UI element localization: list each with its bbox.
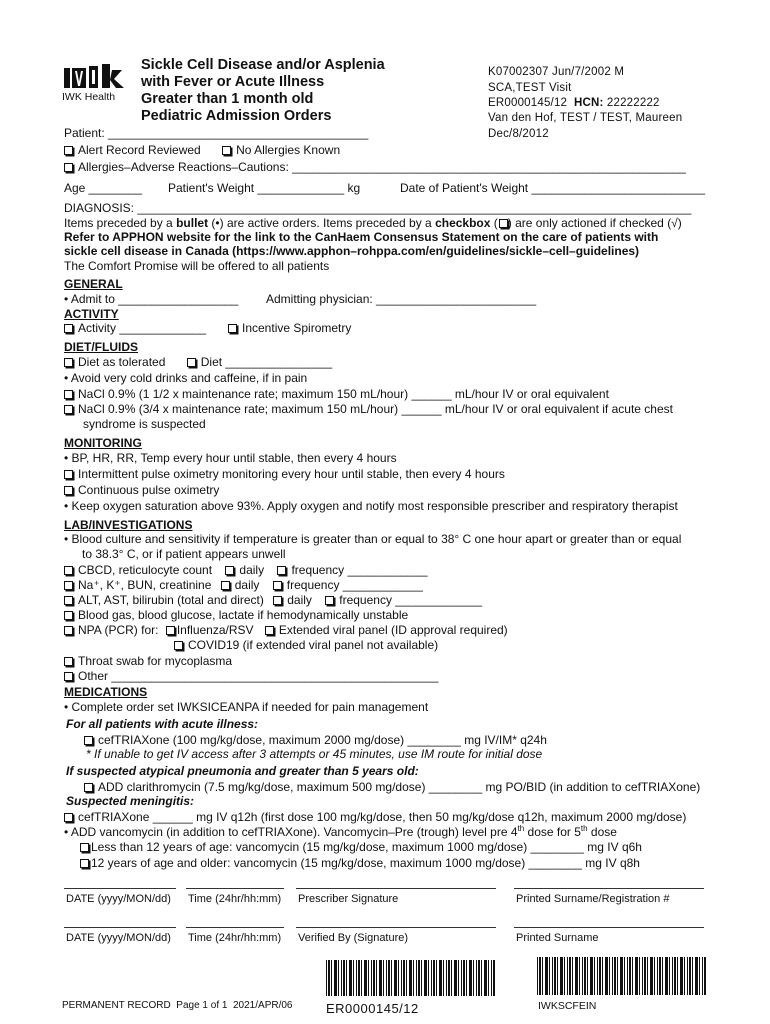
ceftriaxone-label: cefTRIAXone (100 mg/kg/dose, maximum 2000 mg/dose) ________ mg IV/IM* q24h bbox=[98, 733, 547, 747]
blood-culture-cont: to 38.3° C, or if patient appears unwell bbox=[82, 547, 286, 561]
form-barcode bbox=[537, 957, 707, 995]
checkbox[interactable] bbox=[64, 486, 73, 495]
covid-label: COVID19 (if extended viral panel not available) bbox=[188, 638, 439, 652]
title-line: with Fever or Acute Illness bbox=[141, 74, 325, 90]
no-allergies-label: No Allergies Known bbox=[236, 143, 341, 157]
checkbox[interactable] bbox=[84, 783, 93, 792]
verified-by-label: Verified By (Signature) bbox=[298, 932, 409, 944]
encounter-barcode bbox=[326, 960, 496, 996]
checkbox[interactable] bbox=[64, 611, 73, 620]
signature-line[interactable] bbox=[514, 888, 704, 889]
pain-order-set: • Complete order set IWKSICEANPA if needed for pain management bbox=[64, 700, 429, 714]
printed-surname-label: Printed Surname bbox=[516, 932, 599, 944]
title-line: Sickle Cell Disease and/or Asplenia bbox=[141, 57, 385, 73]
checkbox[interactable] bbox=[64, 146, 73, 155]
liver-label: ALT, AST, bilirubin (total and direct) bbox=[78, 593, 264, 607]
vanco-sup: th bbox=[580, 824, 588, 833]
signature-line[interactable] bbox=[64, 927, 176, 928]
patient-field[interactable]: Patient: _______________________________________ bbox=[64, 126, 369, 140]
meningitis-heading: Suspected meningitis: bbox=[66, 794, 195, 808]
vitals-order: • BP, HR, RR, Temp every hour until stable, then every 4 hours bbox=[64, 451, 397, 465]
admit-field[interactable]: • Admit to __________________ bbox=[64, 292, 239, 306]
clarithromycin-row bbox=[84, 780, 700, 794]
checkbox[interactable] bbox=[228, 324, 237, 333]
blood-culture-order: • Blood culture and sensitivity if temperature is greater than or equal to 38° C one hour apart or greater than or equal bbox=[64, 532, 682, 546]
daily-label: daily bbox=[239, 563, 265, 577]
checkbox[interactable] bbox=[80, 859, 89, 868]
checkbox[interactable] bbox=[64, 163, 73, 172]
checkbox[interactable] bbox=[273, 596, 282, 605]
allergies-field[interactable]: Allergies–Adverse Reactions–Cautions: ___________________________________________________________ bbox=[78, 160, 686, 174]
frequency-field[interactable]: frequency ____________ bbox=[291, 563, 428, 577]
daily-label: daily bbox=[287, 593, 312, 607]
checkbox[interactable] bbox=[64, 324, 73, 333]
liver-row bbox=[64, 593, 482, 607]
clarithromycin-label: ADD clarithromycin (7.5 mg/kg/dose, maximum 500 mg/dose) ________ mg PO/BID (in addition to cefTRIAXone) bbox=[98, 780, 701, 794]
alert-record-label: Alert Record Reviewed bbox=[78, 143, 201, 157]
intro-instructions bbox=[64, 216, 682, 230]
extended-panel-label: Extended viral panel (ID approval required) bbox=[278, 623, 508, 637]
guidelines-link[interactable]: sickle cell disease in Canada (https://www.apphon–rohppa.com/en/guidelines/sickle–cell–guidelines) bbox=[64, 244, 640, 258]
intro-text: (•) are active orders. Items preceded by a bbox=[211, 216, 432, 230]
vanco-under-12-label: Less than 12 years of age: vancomycin (15 mg/kg/dose, maximum 1000 mg/dose) ________ mg IV q6h bbox=[91, 840, 642, 854]
time-label: Time (24hr/hh:mm) bbox=[188, 932, 282, 944]
encounter-number: ER0000145/12 bbox=[488, 97, 568, 109]
intro-text: ) are only actioned if checked (√) bbox=[507, 216, 682, 230]
acute-illness-heading: For all patients with acute illness: bbox=[66, 717, 259, 731]
throat-swab-label: Throat swab for mycoplasma bbox=[78, 654, 233, 668]
frequency-field[interactable]: frequency ____________ bbox=[286, 578, 423, 592]
alert-record-row bbox=[64, 143, 340, 157]
vanco-text: dose bbox=[587, 825, 617, 839]
checkbox[interactable] bbox=[80, 843, 89, 852]
intro-bold: bullet bbox=[176, 216, 209, 230]
encounter-line bbox=[488, 97, 660, 109]
signature-line[interactable] bbox=[64, 888, 176, 889]
vanco-12-plus-row bbox=[80, 856, 640, 870]
diet-tolerated-label: Diet as tolerated bbox=[78, 355, 166, 369]
medications-heading: MEDICATIONS bbox=[64, 685, 148, 699]
intro-bold: checkbox bbox=[435, 216, 491, 230]
checkbox[interactable] bbox=[64, 358, 73, 367]
spirometry-row bbox=[228, 321, 351, 335]
date-label: DATE (yyyy/MON/dd) bbox=[66, 893, 171, 905]
time-label: Time (24hr/hh:mm) bbox=[188, 893, 282, 905]
nacl-label: NaCl 0.9% (3/4 x maintenance rate; maximum 150 mL/hour) ______ mL/hour IV or oral equivalent if acute chest bbox=[78, 402, 673, 416]
signature-line[interactable] bbox=[514, 927, 704, 928]
printed-surname-registration-label: Printed Surname/Registration # bbox=[516, 893, 670, 905]
checkbox-sample bbox=[499, 219, 508, 228]
nacl-row-2-cont: syndrome is suspected bbox=[83, 417, 206, 431]
form-title bbox=[141, 57, 385, 125]
cbcd-row bbox=[64, 563, 428, 577]
comfort-promise: The Comfort Promise will be offered to all patients bbox=[64, 259, 330, 273]
vanco-under-12-row bbox=[80, 840, 642, 854]
continuous-label: Continuous pulse oximetry bbox=[78, 483, 220, 497]
checkbox[interactable] bbox=[64, 813, 73, 822]
hcn-label: HCN: bbox=[573, 97, 604, 109]
diet-heading: DIET/FLUIDS bbox=[64, 340, 138, 354]
checkbox[interactable] bbox=[64, 672, 73, 681]
ceftriaxone-meningitis-row bbox=[64, 810, 686, 824]
form-barcode-text: IWKSCFEIN bbox=[538, 1000, 597, 1012]
page-number: Page 1 of 1 bbox=[176, 1000, 228, 1011]
checkbox[interactable] bbox=[277, 566, 286, 575]
vanco-sup: th bbox=[517, 824, 525, 833]
age-field[interactable]: Age ________ bbox=[64, 181, 143, 195]
general-heading: GENERAL bbox=[64, 277, 123, 291]
checkbox[interactable] bbox=[64, 566, 73, 575]
blood-gas-label: Blood gas, blood glucose, lactate if hemodynamically unstable bbox=[78, 608, 409, 622]
frequency-field[interactable]: frequency _____________ bbox=[339, 593, 483, 607]
oxygen-order: • Keep oxygen saturation above 93%. Apply oxygen and notify most responsible prescriber and respiratory therapist bbox=[64, 499, 678, 513]
weight-field[interactable]: Patient's Weight _____________ kg bbox=[168, 181, 361, 195]
throat-swab-row bbox=[64, 654, 232, 668]
visit-line: SCA,TEST Visit bbox=[488, 82, 572, 94]
iv-access-note: * If unable to get IV access after 3 attempts or 45 minutes, use IM route for initial dose bbox=[86, 747, 543, 761]
checkbox[interactable] bbox=[187, 358, 196, 367]
cbcd-label: CBCD, reticulocyte count bbox=[78, 563, 213, 577]
pneumonia-heading: If suspected atypical pneumonia and greater than 5 years old: bbox=[66, 764, 419, 778]
continuous-oximetry-row bbox=[64, 483, 219, 497]
checkbox[interactable] bbox=[64, 390, 73, 399]
electrolytes-label: Na⁺, K⁺, BUN, creatinine bbox=[78, 578, 212, 592]
nacl-label: NaCl 0.9% (1 1/2 x maintenance rate; maximum 150 mL/hour) ______ mL/hour IV or oral equivalent bbox=[78, 387, 609, 401]
checkbox[interactable] bbox=[222, 146, 231, 155]
diet-row bbox=[64, 355, 332, 369]
covid-row bbox=[174, 638, 438, 652]
signature-line[interactable] bbox=[296, 927, 496, 928]
checkbox[interactable] bbox=[225, 566, 234, 575]
form-version: 2021/APR/06 bbox=[233, 1000, 293, 1011]
checkbox[interactable] bbox=[166, 626, 175, 635]
logo-text: IWK Health bbox=[62, 91, 116, 103]
hcn-value: 22222222 bbox=[606, 97, 660, 109]
weight-date-field[interactable]: Date of Patient's Weight __________________________ bbox=[400, 181, 705, 195]
title-line: Greater than 1 month old bbox=[141, 91, 314, 107]
vanco-12-plus-label: 12 years of age and older: vancomycin (15 mg/kg/dose, maximum 1000 mg/dose) ________ mg IV q8h bbox=[91, 856, 640, 870]
intro-text: ( bbox=[493, 216, 498, 230]
activity-heading: ACTIVITY bbox=[64, 307, 119, 321]
vancomycin-order bbox=[64, 825, 617, 839]
activity-field[interactable]: Activity _____________ bbox=[78, 321, 207, 335]
date-label: DATE (yyyy/MON/dd) bbox=[66, 932, 171, 944]
prescriber-signature-label: Prescriber Signature bbox=[298, 893, 399, 905]
diet-field[interactable]: Diet ________________ bbox=[200, 355, 333, 369]
spirometry-label: Incentive Spirometry bbox=[242, 321, 352, 335]
allergies-row bbox=[64, 160, 686, 174]
ceftriaxone-meningitis-label: cefTRIAXone ______ mg IV q12h (first dose 100 mg/kg/dose, then 50 mg/kg/dose q12h, maximum 2000 mg/dose) bbox=[78, 810, 687, 824]
monitoring-heading: MONITORING bbox=[64, 436, 142, 450]
other-row bbox=[64, 669, 438, 683]
admitting-physician-field[interactable]: Admitting physician: ________________________ bbox=[266, 292, 537, 306]
influenza-label: Influenza/RSV bbox=[176, 623, 254, 637]
other-field[interactable]: Other _________________________________________________ bbox=[78, 669, 439, 683]
date-line: Dec/8/2012 bbox=[488, 128, 549, 140]
intro-text: Items preceded by a bbox=[64, 216, 173, 230]
checkbox[interactable] bbox=[64, 657, 73, 666]
avoid-cold-drinks: • Avoid very cold drinks and caffeine, if in pain bbox=[64, 371, 308, 385]
checkbox[interactable] bbox=[64, 596, 73, 605]
signature-line[interactable] bbox=[186, 888, 284, 889]
daily-label: daily bbox=[234, 578, 260, 592]
title-line: Pediatric Admission Orders bbox=[141, 108, 332, 124]
checkbox[interactable] bbox=[265, 626, 274, 635]
intermittent-label: Intermittent pulse oximetry monitoring every hour until stable, then every 4 hours bbox=[78, 467, 505, 481]
checkbox[interactable] bbox=[64, 405, 73, 414]
permanent-record-label: PERMANENT RECORD bbox=[62, 1000, 171, 1011]
signature-line[interactable] bbox=[186, 927, 284, 928]
checkbox[interactable] bbox=[64, 626, 73, 635]
checkbox[interactable] bbox=[273, 581, 282, 590]
vanco-text: • ADD vancomycin (in addition to cefTRIAXone). Vancomycin–Pre (trough) level pre 4 bbox=[64, 825, 518, 839]
checkbox[interactable] bbox=[84, 736, 93, 745]
activity-row bbox=[64, 321, 206, 335]
electrolytes-row bbox=[64, 578, 423, 592]
checkbox[interactable] bbox=[64, 581, 73, 590]
intermittent-oximetry-row bbox=[64, 467, 505, 481]
nacl-row-2 bbox=[64, 402, 673, 416]
vanco-text: dose for 5 bbox=[524, 825, 581, 839]
signature-line[interactable] bbox=[296, 888, 496, 889]
blood-gas-row bbox=[64, 608, 408, 622]
ceftriaxone-row bbox=[84, 733, 547, 747]
npa-row bbox=[64, 623, 508, 637]
npa-label: NPA (PCR) for: bbox=[78, 623, 159, 637]
checkbox[interactable] bbox=[325, 596, 334, 605]
diagnosis-field[interactable]: DIAGNOSIS: ___________________________________________________________________________________ bbox=[64, 201, 692, 215]
iwk-health-logo bbox=[62, 62, 128, 104]
footer-record-info bbox=[62, 999, 293, 1012]
encounter-barcode-text: ER0000145/12 bbox=[326, 1001, 419, 1016]
labs-heading: LAB/INVESTIGATIONS bbox=[64, 518, 193, 532]
physician-line: Van den Hof, TEST / TEST, Maureen bbox=[488, 112, 683, 124]
apphon-reference: Refer to APPHON website for the link to the CanHaem Consensus Statement on the care of patients with bbox=[64, 230, 659, 244]
patient-id-line: K07002307 Jun/7/2002 M bbox=[488, 66, 625, 78]
checkbox[interactable] bbox=[174, 641, 183, 650]
nacl-row-1 bbox=[64, 387, 609, 401]
checkbox[interactable] bbox=[221, 581, 230, 590]
checkbox[interactable] bbox=[64, 470, 73, 479]
